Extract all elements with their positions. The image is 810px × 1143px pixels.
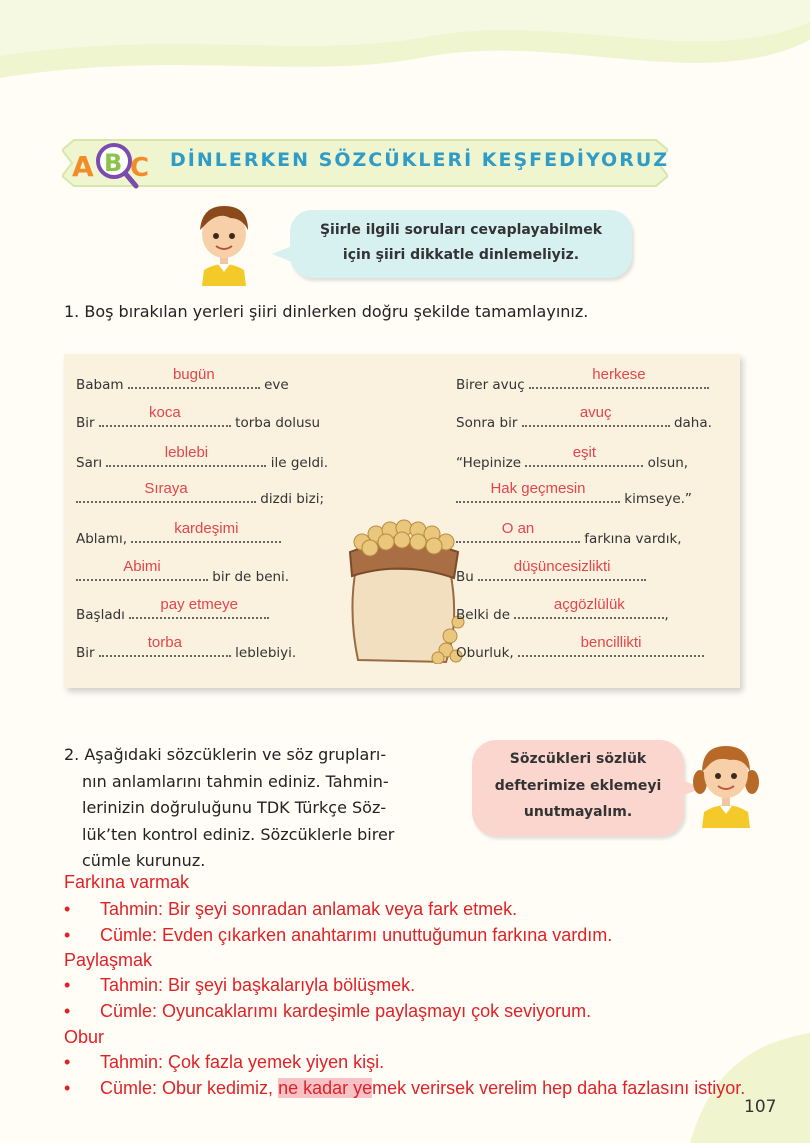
blank-field [76, 480, 256, 503]
blank-field [99, 634, 231, 657]
svg-text:A: A [72, 150, 94, 183]
poem-line [456, 444, 689, 471]
blank-field [129, 596, 269, 619]
poem-text: leblebiyi. [230, 645, 297, 661]
answer-guess [64, 899, 517, 920]
question-2-line: 2. Aşağıdaki sözcüklerin ve söz grupları- [64, 745, 387, 764]
poem-text: Belki de [456, 607, 515, 623]
poem-text: Bu [456, 569, 479, 585]
filled-answer: avuç [579, 404, 612, 421]
poem-line [76, 480, 325, 507]
answer-guess-text: Tahmin: Bir şeyi sonradan anlamak veya fark etmek. [100, 899, 518, 919]
poem-line [456, 520, 682, 547]
answer-sentence [64, 1001, 591, 1022]
answer-guess [64, 1052, 384, 1073]
filled-answer: düşüncesizlikti [513, 558, 611, 575]
poem-line [456, 634, 704, 661]
question-2 [64, 742, 456, 875]
answer-word: Obur [64, 1027, 105, 1047]
bullet: • [64, 899, 71, 919]
poem-text: Sarı [76, 455, 107, 471]
filled-answer: kardeşimi [174, 520, 239, 537]
bullet: • [64, 925, 71, 945]
hint-speech-bubble [290, 210, 632, 278]
poem-text: “Hepinize [456, 455, 526, 471]
blank-field [106, 444, 266, 467]
poem-text: Babam [76, 377, 128, 393]
poem-line [76, 520, 281, 547]
poem-text: dizdi bizi; [256, 491, 325, 507]
blank-field [522, 404, 670, 427]
poem-line [76, 596, 269, 623]
poem-line [76, 404, 321, 431]
poem-line [76, 558, 290, 585]
answer-sentence [64, 1078, 745, 1099]
answer-sentence [64, 925, 612, 946]
blank-field [131, 520, 281, 543]
poem-line [456, 366, 709, 393]
blank-field [478, 558, 646, 581]
blank-field [456, 520, 580, 543]
poem-text: eve [259, 377, 289, 393]
blank-field [456, 480, 620, 503]
blank-field [514, 596, 664, 619]
poem-text: torba dolusu [230, 415, 321, 431]
answer-sentence-text: Cümle: Obur kedimiz, [100, 1078, 279, 1098]
poem-line [76, 444, 329, 471]
filled-answer: O an [501, 520, 535, 537]
leblebi-sack-illustration [342, 512, 466, 664]
answer-guess-text: Tahmin: Bir şeyi başkalarıyla bölüşmek. [100, 975, 416, 995]
blank-field [128, 366, 260, 389]
filled-answer: eşit [572, 444, 597, 461]
blank-field [76, 558, 208, 581]
answer-word: Farkına varmak [64, 872, 190, 892]
section-title: DİNLERKEN SÖZCÜKLERİ KEŞFEDİYORUZ [170, 149, 670, 171]
poem-text: Ablamı, [76, 531, 132, 547]
poem-text: Bir [76, 645, 99, 661]
bullet: • [64, 1052, 71, 1072]
bullet: • [64, 1001, 71, 1021]
blank-field [529, 366, 709, 389]
poem-text: bir de beni. [208, 569, 290, 585]
poem-line [76, 366, 289, 393]
poem-text: Bir [76, 415, 99, 431]
poem-text: Birer avuç [456, 377, 529, 393]
filled-answer: torba [147, 634, 182, 651]
answer-word: Paylaşmak [64, 950, 153, 970]
poem-line [76, 634, 297, 661]
filled-answer: leblebi [164, 444, 209, 461]
reminder-speech-bubble [472, 740, 684, 836]
bubble-line: Sözcükleri sözlük [509, 751, 647, 767]
filled-answer: pay etmeye [160, 596, 238, 613]
blank-field [518, 634, 704, 657]
bubble-line: için şiiri dikkatle dinlemeliyiz. [342, 247, 580, 263]
top-wave-decoration [0, 0, 810, 110]
poem-text: Başladı [76, 607, 130, 623]
answer-guess-text: Tahmin: Çok fazla yemek yiyen kişi. [100, 1052, 385, 1072]
poem-text: , [664, 607, 669, 623]
filled-answer: koca [149, 404, 181, 421]
girl-character-illustration [690, 736, 762, 828]
filled-answer: Hak geçmesin [490, 480, 586, 497]
bullet: • [64, 975, 71, 995]
poem-panel [64, 354, 740, 688]
filled-answer: açgözlülük [553, 596, 625, 613]
answer-sentence-text: Cümle: Oyuncaklarımı kardeşimle paylaşmayı çok seviyorum. [100, 1001, 592, 1021]
filled-answer: Abimi [123, 558, 161, 575]
blank-field [99, 404, 231, 427]
poem-line [456, 404, 712, 431]
poem-line [456, 480, 692, 507]
poem-text: farkına vardık, [580, 531, 682, 547]
blank-field [525, 444, 643, 467]
poem-text: Oburluk, [456, 645, 519, 661]
svg-text:B: B [104, 149, 123, 177]
highlighted-text: ne kadar ye [278, 1078, 373, 1098]
answer-sentence-text: Cümle: Evden çıkarken anahtarımı unuttuğumun farkına vardım. [100, 925, 613, 945]
filled-answer: bencillikti [580, 634, 642, 651]
bubble-line: defterimize eklemeyi [494, 778, 662, 794]
filled-answer: Sıraya [144, 480, 188, 497]
question-2-line: lük’ten kontrol ediniz. Sözcüklerle birer [82, 824, 395, 844]
poem-text: olsun, [643, 455, 689, 471]
question-2-line: nın anlamlarını tahmin ediniz. Tahmin- [82, 771, 389, 791]
poem-line [456, 596, 669, 623]
poem-text: kimseye.” [620, 491, 692, 507]
poem-text: daha. [669, 415, 712, 431]
filled-answer: bugün [172, 366, 215, 383]
answer-guess [64, 975, 415, 996]
question-2-line: lerinizin doğruluğunu TDK Türkçe Söz- [82, 798, 387, 817]
poem-text: ile geldi. [266, 455, 329, 471]
page-number: 107 [744, 1097, 777, 1117]
poem-text: Sonra bir [456, 415, 522, 431]
poem-line [456, 558, 646, 585]
boy-character-illustration [190, 200, 258, 286]
filled-answer: herkese [592, 366, 646, 383]
question-2-line: cümle kurunuz. [82, 851, 206, 870]
bubble-line: unutmayalım. [523, 804, 633, 820]
svg-text:C: C [130, 153, 150, 183]
question-1: 1. Boş bırakılan yerleri şiiri dinlerken doğru şekilde tamamlayınız. [64, 302, 589, 321]
bubble-line: Şiirle ilgili soruları cevaplayabilmek [319, 222, 603, 238]
answer-sentence-text: mek verirsek verelim hep daha fazlasını istiyor. [372, 1078, 746, 1098]
bullet: • [64, 1078, 71, 1098]
